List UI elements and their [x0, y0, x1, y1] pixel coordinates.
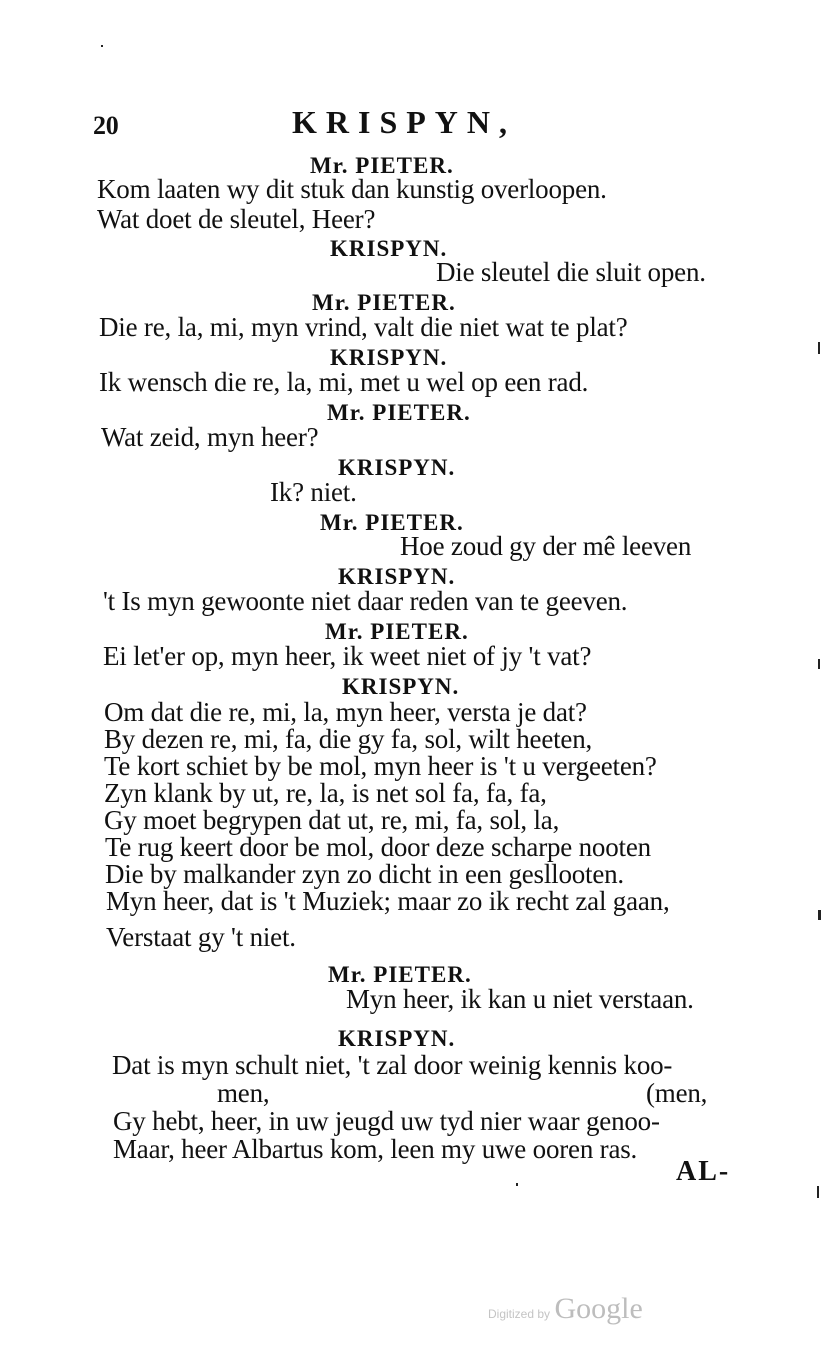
- ink-speck: [516, 1183, 518, 1186]
- verse-line: Ik wensch die re, la, mi, met u wel op een rad.: [99, 367, 589, 397]
- verse-line: Wat doet de sleutel, Heer?: [97, 204, 376, 234]
- speaker-label: KRISPYN.: [330, 345, 448, 370]
- verse-line: Die sleutel die sluit open.: [436, 257, 706, 287]
- verse-line-continuation: men,: [217, 1078, 270, 1108]
- speaker-label: Mr. PIETER.: [327, 400, 471, 425]
- verse-line: Die by malkander zyn zo dicht in een gesllooten.: [105, 859, 624, 889]
- verse-line: Dat is myn schult niet, 't zal door weinig kennis koo-: [112, 1050, 673, 1080]
- speaker-label: KRISPYN.: [338, 455, 456, 480]
- speaker-label: KRISPYN.: [342, 674, 460, 699]
- ink-speck: [817, 1186, 819, 1198]
- verse-line: Die re, la, mi, myn vrind, valt die niet wat te plat?: [99, 312, 628, 342]
- verse-line: Hoe zoud gy der mê leeven: [400, 531, 692, 561]
- verse-line: Verstaat gy 't niet.: [106, 922, 296, 952]
- verse-line: Gy moet begrypen dat ut, re, mi, fa, sol, la,: [104, 805, 560, 835]
- verse-line: 't Is myn gewoonte niet daar reden van te geeven.: [103, 586, 628, 616]
- speaker-label: Mr. PIETER.: [325, 619, 469, 644]
- verse-line: Ik? niet.: [270, 477, 357, 507]
- speaker-label: Mr. PIETER.: [320, 510, 464, 535]
- ink-speck: [818, 659, 820, 669]
- digitized-watermark: [488, 1292, 643, 1326]
- page-number: 20: [93, 111, 119, 140]
- verse-line: Ei let'er op, myn heer, ik weet niet of jy 't vat?: [103, 641, 592, 671]
- verse-line: Te rug keert door be mol, door deze scharpe nooten: [105, 832, 651, 862]
- verse-line: Myn heer, dat is 't Muziek; maar zo ik recht zal gaan,: [106, 886, 670, 916]
- verse-line-turnover: (men,: [646, 1078, 708, 1108]
- verse-line: Myn heer, ik kan u niet verstaan.: [346, 984, 694, 1014]
- speaker-label: KRISPYN.: [338, 564, 456, 589]
- verse-line: Om dat die re, mi, la, myn heer, versta je dat?: [104, 697, 587, 727]
- verse-line: Wat zeid, myn heer?: [101, 422, 319, 452]
- verse-line: Maar, heer Albartus kom, leen my uwe ooren ras.: [113, 1134, 638, 1164]
- speaker-label: Mr. PIETER.: [312, 290, 456, 315]
- running-title: KRISPYN,: [292, 104, 517, 140]
- ink-speck: [101, 45, 103, 47]
- verse-line: Gy hebt, heer, in uw jeugd uw tyd nier waar genoo-: [113, 1106, 660, 1136]
- verse-line: By dezen re, mi, fa, die gy fa, sol, wilt heeten,: [104, 724, 593, 754]
- speaker-label: Mr. PIETER.: [310, 153, 454, 178]
- verse-line: Zyn klank by ut, re, la, is net sol fa, fa, fa,: [104, 778, 547, 808]
- ink-speck: [818, 910, 821, 920]
- catchword: AL-: [676, 1156, 731, 1187]
- speaker-label: KRISPYN.: [338, 1026, 456, 1051]
- watermark-logo: Google: [554, 1292, 643, 1325]
- ink-speck: [818, 342, 820, 354]
- watermark-prefix: Digitized by: [488, 1307, 551, 1321]
- verse-line: Kom laaten wy dit stuk dan kunstig overloopen.: [97, 174, 607, 204]
- speaker-label: Mr. PIETER.: [328, 962, 472, 987]
- speaker-label: KRISPYN.: [330, 236, 448, 261]
- verse-line: Te kort schiet by be mol, myn heer is 't u vergeeten?: [104, 751, 657, 781]
